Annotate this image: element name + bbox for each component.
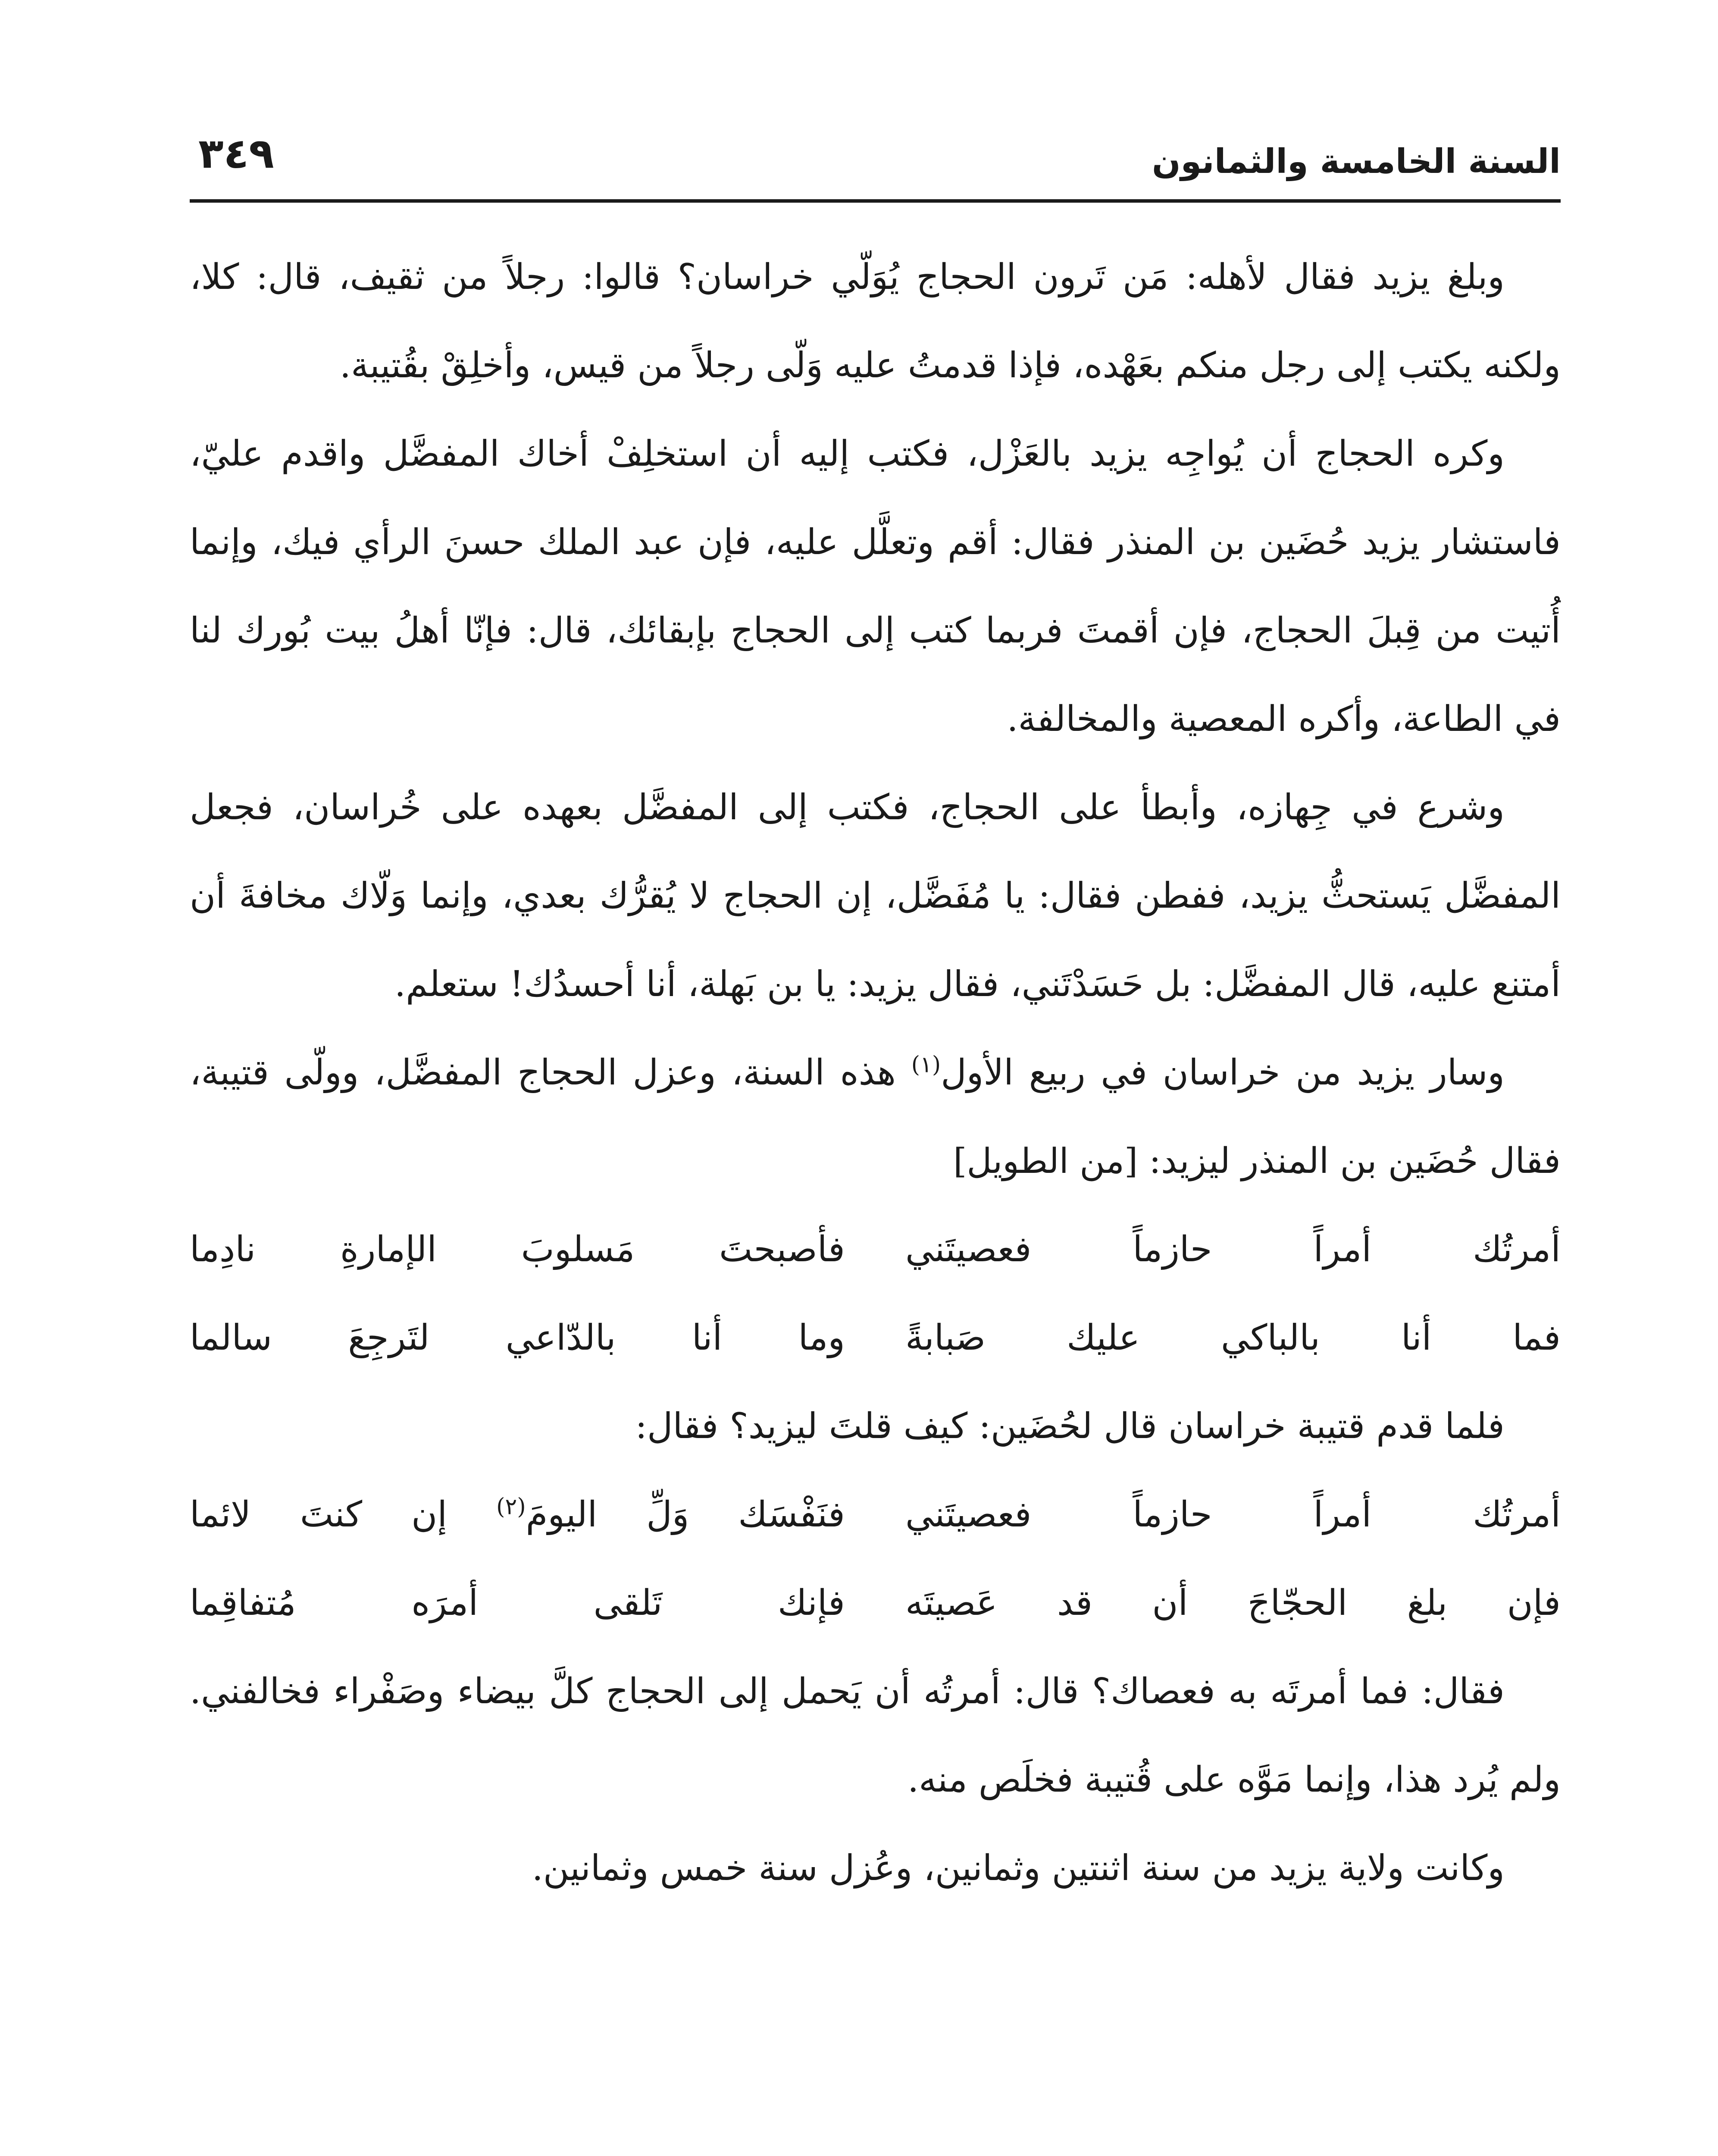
poem — [190, 1470, 1561, 1647]
verse-line — [190, 1470, 1561, 1559]
page-number: ٣٤٩ — [198, 129, 274, 178]
running-title: السنة الخامسة والثمانون — [1152, 142, 1561, 181]
paragraph: وكانت ولاية يزيد من سنة اثنتين وثمانين، وعُزل سنة خمس وثمانين. — [532, 1848, 1505, 1889]
paragraph-text: وسار يزيد من خراسان في ربيع الأول — [941, 1052, 1505, 1093]
verse-second-hemistich — [190, 1470, 845, 1559]
main-text — [190, 233, 1561, 1912]
verse-text: إن كنتَ لائما — [190, 1494, 497, 1535]
verse-first-hemistich: أمرتُك أمراً حازماً فعصيتَني — [905, 1229, 1561, 1270]
paragraph: وشرع في جِهازه، وأبطأ على الحجاج، فكتب إلى المفضَّل بعهده على خُراسان، فجعل المفضَّل يَستحثُّ يزيد، ففطن فقال: يا مُفَضَّل، إن الحجاج لا يُقرُّك بعدي، وإنما وَلّاك مخافةَ أن أمتنع عليه، قال المفضَّل: بل حَسَدْتَني، فقال يزيد: يا بن بَهلة، أنا أحسدُك! ستعلم. — [190, 787, 1561, 1005]
paragraph-text: هذه السنة، وعزل الحجاج المفضَّل، وولّى قتيبة، فقال حُضَين بن المنذر ليزيد: — [190, 1052, 1561, 1181]
footnote-marker: (١) — [911, 1052, 941, 1078]
verse-first-hemistich: أمرتُك أمراً حازماً فعصيتَني — [905, 1494, 1561, 1535]
poem — [190, 1205, 1561, 1382]
verse-first-hemistich: فإن بلغ الحجّاجَ أن قد عَصيتَه — [905, 1583, 1561, 1623]
paragraph: وبلغ يزيد فقال لأهله: مَن تَرون الحجاج يُوَلّي خراسان؟ قالوا: رجلاً من ثقيف، قال: كلا، ولكنه يكتب إلى رجل منكم بعَهْده، فإذا قدمتُ عليه وَلّى رجلاً من قيس، وأخلِقْ بقُتيبة. — [190, 257, 1561, 386]
verse-first-hemistich: فما أنا بالباكي عليك صَبابةً — [905, 1317, 1561, 1358]
paragraph: فقال: فما أمرتَه به فعصاك؟ قال: أمرتُه أن يَحمل إلى الحجاج كلَّ بيضاء وصَفْراء فخالفني. ولم يُرد هذا، وإنما مَوَّه على قُتيبة فخلَص منه. — [190, 1671, 1561, 1800]
meter-label: [من الطويل] — [953, 1141, 1138, 1181]
verse-line — [190, 1294, 1561, 1382]
verse-second-hemistich: فإنك تَلقى أمرَه مُتفاقِما — [190, 1583, 845, 1623]
footnote-marker: (٢) — [496, 1494, 526, 1520]
paragraph: وكره الحجاج أن يُواجِه يزيد بالعَزْل، فكتب إليه أن استخلِفْ أخاك المفضَّل واقدم عليّ، فاستشار يزيد حُضَين بن المنذر فقال: أقم وتعلَّل عليه، فإن عبد الملك حسنَ الرأي فيك، وإنما أُتيت من قِبلَ الحجاج، فإن أقمتَ فربما كتب إلى الحجاج بإبقائك، قال: فإنّا أهلُ بيت بُورك لنا في الطاعة، وأكره المعصية والمخالفة. — [190, 433, 1561, 740]
header-rule — [190, 199, 1561, 203]
paragraph — [190, 1028, 1561, 1205]
running-head — [190, 129, 1561, 194]
verse-second-hemistich: فأصبحتَ مَسلوبَ الإمارةِ نادِما — [190, 1229, 845, 1270]
verse-line — [190, 1205, 1561, 1294]
paragraph: فلما قدم قتيبة خراسان قال لحُضَين: كيف قلتَ ليزيد؟ فقال: — [635, 1406, 1505, 1447]
verse-second-hemistich: وما أنا بالدّاعي لتَرجِعَ سالما — [190, 1317, 845, 1358]
verse-text: فنَفْسَك وَلِّ اليومَ — [526, 1494, 845, 1535]
verse-line — [190, 1559, 1561, 1647]
